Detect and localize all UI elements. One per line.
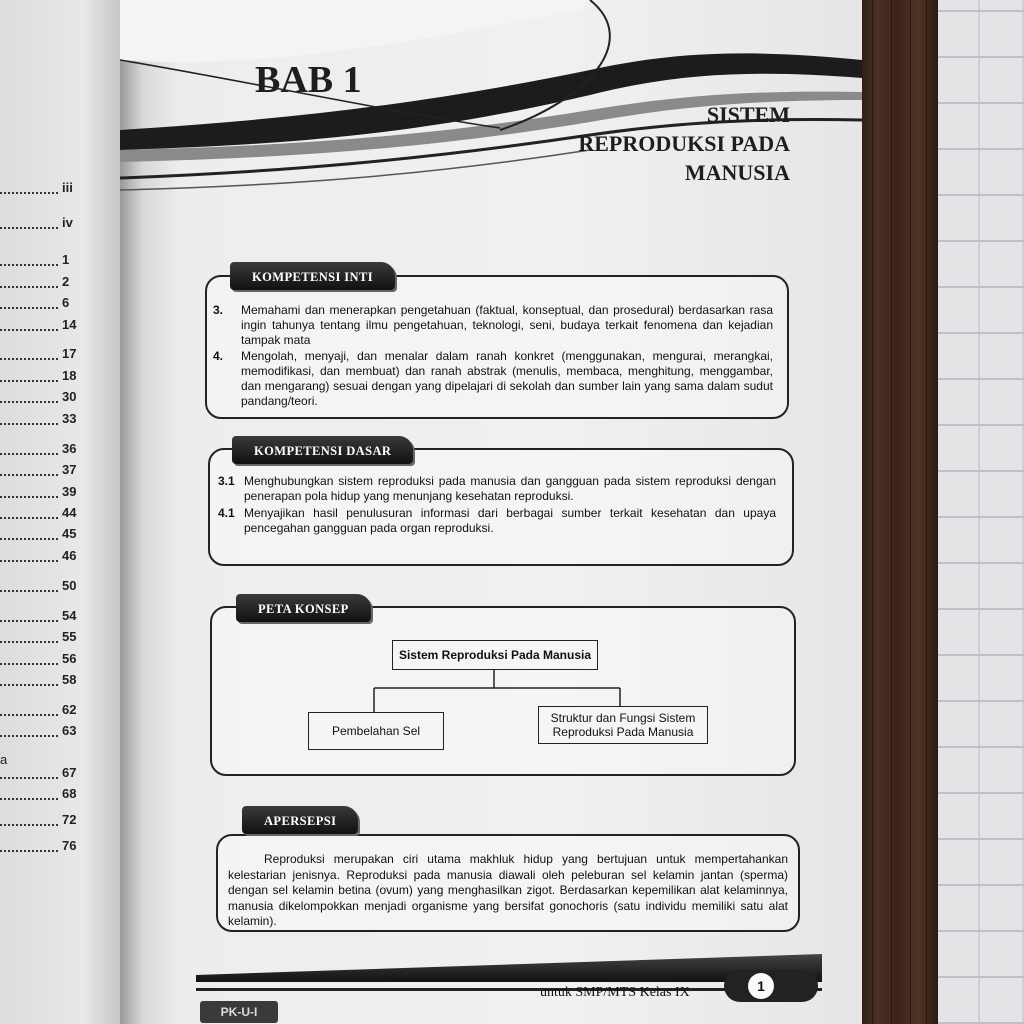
toc-page-number: 1 [62, 252, 70, 267]
toc-page-number: 68 [62, 786, 77, 801]
chapter-title-line: REPRODUKSI PADA [578, 131, 790, 156]
toc-leader-dots [0, 850, 58, 852]
toc-entry [0, 702, 95, 722]
toc-page-number: 55 [62, 629, 77, 644]
concept-node-pembelahan-sel: Pembelahan Sel [308, 712, 444, 750]
toc-leader-dots [0, 380, 58, 382]
kompetensi-inti-item: 3. Memahami dan menerapkan pengetahuan (faktual, konseptual, dan prosedural) berdasarkan rasa ingin tahunya tentang ilmu pengetahuan, teknologi, seni, budaya terkait fenomena dan kejadian tampak mata [213, 303, 773, 347]
toc-page-number: iv [62, 215, 73, 230]
toc-leader-dots [0, 264, 58, 266]
toc-stray-letter: a [0, 752, 8, 767]
toc-page-number: 33 [62, 411, 77, 426]
toc-page-number: 2 [62, 274, 70, 289]
toc-page-number: 76 [62, 838, 77, 853]
toc-page-number: 14 [62, 317, 77, 332]
toc-page-number: 50 [62, 578, 77, 593]
peta-konsep-box [210, 606, 796, 776]
chapter-title-line: MANUSIA [684, 160, 790, 185]
toc-leader-dots [0, 329, 58, 331]
page-number: 1 [748, 973, 774, 999]
toc-page-number: 17 [62, 346, 77, 361]
toc-page-number: 30 [62, 389, 77, 404]
toc-leader-dots [0, 358, 58, 360]
toc-page-number: 54 [62, 608, 77, 623]
toc-page-number: 56 [62, 651, 77, 666]
toc-leader-dots [0, 620, 58, 622]
toc-page-number: 46 [62, 548, 77, 563]
left-page-toc [0, 0, 140, 1024]
toc-page-number: 58 [62, 672, 77, 687]
toc-leader-dots [0, 286, 58, 288]
chapter-title-line: SISTEM [706, 102, 790, 127]
toc-leader-dots [0, 423, 58, 425]
toc-page-number: 45 [62, 526, 77, 541]
apersepsi-box [216, 834, 800, 932]
toc-entry [0, 548, 95, 568]
toc-leader-dots [0, 798, 58, 800]
kompetensi-dasar-item: 3.1 Menghubungkan sistem reproduksi pada manusia dan gangguan pada sistem reproduksi dengan penerapan pola hidup yang menunjang kesehatan reproduksi. [218, 474, 776, 503]
kompetensi-dasar-label: KOMPETENSI DASAR [232, 436, 413, 464]
concept-map-connectors [212, 608, 794, 774]
toc-entry [0, 526, 95, 546]
toc-entry [0, 317, 95, 337]
toc-leader-dots [0, 777, 58, 779]
textbook-page [120, 0, 862, 1024]
footer-text: untuk SMP/MTS Kelas IX [540, 985, 690, 1000]
toc-leader-dots [0, 714, 58, 716]
toc-entry [0, 578, 95, 598]
toc-entry [0, 608, 95, 628]
toc-entry [0, 629, 95, 649]
toc-page-number: 36 [62, 441, 77, 456]
toc-leader-dots [0, 401, 58, 403]
toc-entry [0, 672, 95, 692]
kompetensi-inti-item: 4. Mengolah, menyaji, dan menalar dalam ranah konkret (menggunakan, mengurai, merangkai, memodifikasi, dan membuat) dan ranah abstrak (menulis, membaca, menghitung, menggambar, dan mengarang) sesuai dengan yang dipelajari di sekolah dan sumber lain yang sama dalam sudut pandang/teori. [213, 349, 773, 408]
toc-leader-dots [0, 517, 58, 519]
chapter-title [578, 100, 790, 187]
toc-leader-dots [0, 560, 58, 562]
toc-leader-dots [0, 227, 58, 229]
toc-entry [0, 462, 95, 482]
toc-page-number: 72 [62, 812, 77, 827]
toc-leader-dots [0, 663, 58, 665]
toc-page-number: 6 [62, 295, 70, 310]
brick-wall [934, 0, 1024, 1024]
toc-entry [0, 274, 95, 294]
toc-entry [0, 252, 95, 272]
kompetensi-inti-box [205, 275, 789, 419]
toc-leader-dots [0, 735, 58, 737]
toc-entry [0, 411, 95, 431]
toc-entry [0, 838, 95, 858]
toc-entry [0, 812, 95, 832]
toc-entry [0, 368, 95, 388]
toc-page-number: 18 [62, 368, 77, 383]
toc-leader-dots [0, 453, 58, 455]
wooden-board [858, 0, 938, 1024]
toc-entry [0, 505, 95, 525]
toc-entry [0, 484, 95, 504]
toc-page-number: 44 [62, 505, 77, 520]
kompetensi-dasar-box [208, 448, 794, 566]
toc-leader-dots [0, 307, 58, 309]
concept-node-struktur-fungsi: Struktur dan Fungsi Sistem Reproduksi Pada Manusia [538, 706, 708, 744]
toc-page-number: 62 [62, 702, 77, 717]
toc-entry [0, 441, 95, 461]
toc-page-number: 39 [62, 484, 77, 499]
toc-page-number: 67 [62, 765, 77, 780]
toc-page-number: iii [62, 180, 73, 195]
chapter-number: BAB 1 [255, 59, 362, 101]
book-code-badge: PK-U-I [200, 1001, 278, 1023]
toc-entry [0, 346, 95, 366]
toc-leader-dots [0, 641, 58, 643]
kompetensi-dasar-item: 4.1 Menyajikan hasil penulusuran informasi dari berbagai sumber terkait kesehatan dan upaya pencegahan gangguan pada organ reproduksi. [218, 506, 776, 535]
toc-entry [0, 651, 95, 671]
toc-leader-dots [0, 496, 58, 498]
toc-entry [0, 295, 95, 315]
toc-entry [0, 786, 95, 806]
toc-page-number: 37 [62, 462, 77, 477]
toc-leader-dots [0, 590, 58, 592]
concept-root-node: Sistem Reproduksi Pada Manusia [392, 640, 598, 670]
apersepsi-label: APERSEPSI [242, 806, 358, 834]
toc-entry [0, 389, 95, 409]
toc-entry [0, 765, 95, 785]
peta-konsep-label: PETA KONSEP [236, 594, 371, 622]
toc-entry [0, 723, 95, 743]
toc-leader-dots [0, 684, 58, 686]
toc-entry [0, 215, 95, 235]
toc-leader-dots [0, 824, 58, 826]
toc-entry [0, 180, 95, 200]
toc-page-number: 63 [62, 723, 77, 738]
apersepsi-text: Reproduksi merupakan ciri utama makhluk hidup yang bertujuan untuk mempertahankan kelestarian jenisnya. Reproduksi pada manusia diawali oleh peleburan sel kelamin jantan (sperma) dengan sel kelamin betina (ovum) yang menghasilkan zigot. Berdasarkan kepemilikan alat kelaminnya, manusia dikelompokkan menjadi organisme yang bersifat gonochoris (satu individu memiliki satu alat kelamin). [228, 852, 788, 928]
toc-leader-dots [0, 538, 58, 540]
kompetensi-inti-label: KOMPETENSI INTI [230, 262, 395, 290]
toc-leader-dots [0, 192, 58, 194]
toc-leader-dots [0, 474, 58, 476]
